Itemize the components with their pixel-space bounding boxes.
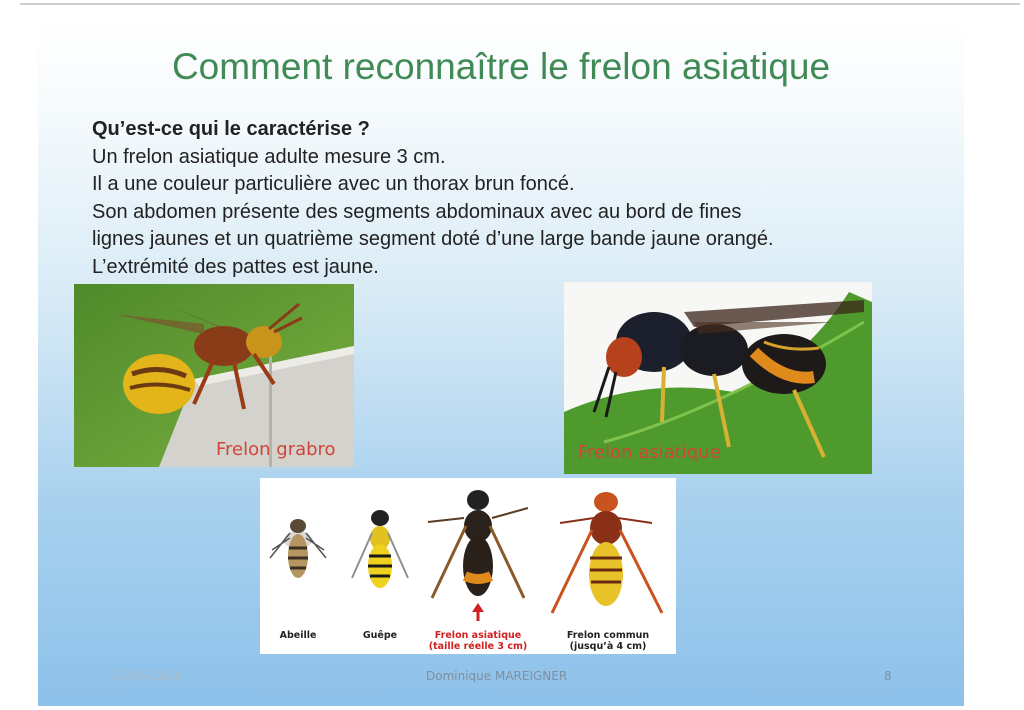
caption-commun-line2: (jusqu’à 4 cm): [569, 641, 647, 652]
slide-body: [92, 116, 932, 281]
caption-abeille: Abeille: [279, 630, 317, 641]
caption-frelon-commun: [560, 630, 656, 652]
body-line-4: lignes jaunes et un quatrième segment doté d’une large bande jaune orangé.: [92, 228, 774, 250]
wasp-icon: [352, 510, 408, 588]
insect-comparison-image: [260, 478, 676, 654]
caption-guepe: Guêpe: [362, 630, 398, 641]
footer-date: 26/06/2024: [112, 669, 182, 683]
top-rule: [20, 3, 1020, 5]
caption-commun-line1: Frelon commun: [566, 630, 650, 641]
label-frelon-grabro: Frelon grabro: [216, 439, 336, 460]
body-line-5: L’extrémité des pattes est jaune.: [92, 255, 379, 278]
question-heading: Qu’est-ce qui le caractérise ?: [92, 118, 370, 140]
bee-icon: [270, 519, 326, 578]
footer-page-number: 8: [884, 669, 892, 683]
body-line-3: Son abdomen présente des segments abdominaux avec au bord de fines: [92, 200, 742, 223]
caption-frelon-asiatique: [428, 630, 528, 652]
footer-author: Dominique MAREIGNER: [426, 669, 568, 683]
european-hornet-icon: [552, 492, 662, 613]
caption-asiatique-line2: (taille réelle 3 cm): [428, 641, 528, 652]
label-frelon-asiatique: Frelon asiatique: [578, 442, 721, 463]
caption-asiatique-line1: Frelon asiatique: [434, 630, 522, 641]
insect-comparison-drawing: [260, 478, 676, 654]
slide-title: Comment reconnaître le frelon asiatique: [171, 46, 831, 87]
asian-hornet-icon: [428, 490, 528, 621]
body-line-2: Il a une couleur particulière avec un thorax brun foncé.: [92, 173, 575, 195]
slide: [38, 18, 964, 706]
photo-frelon-grabro: [74, 284, 354, 467]
photo-frelon-asiatique: [564, 282, 872, 474]
body-line-1: Un frelon asiatique adulte mesure 3 cm.: [92, 145, 446, 168]
